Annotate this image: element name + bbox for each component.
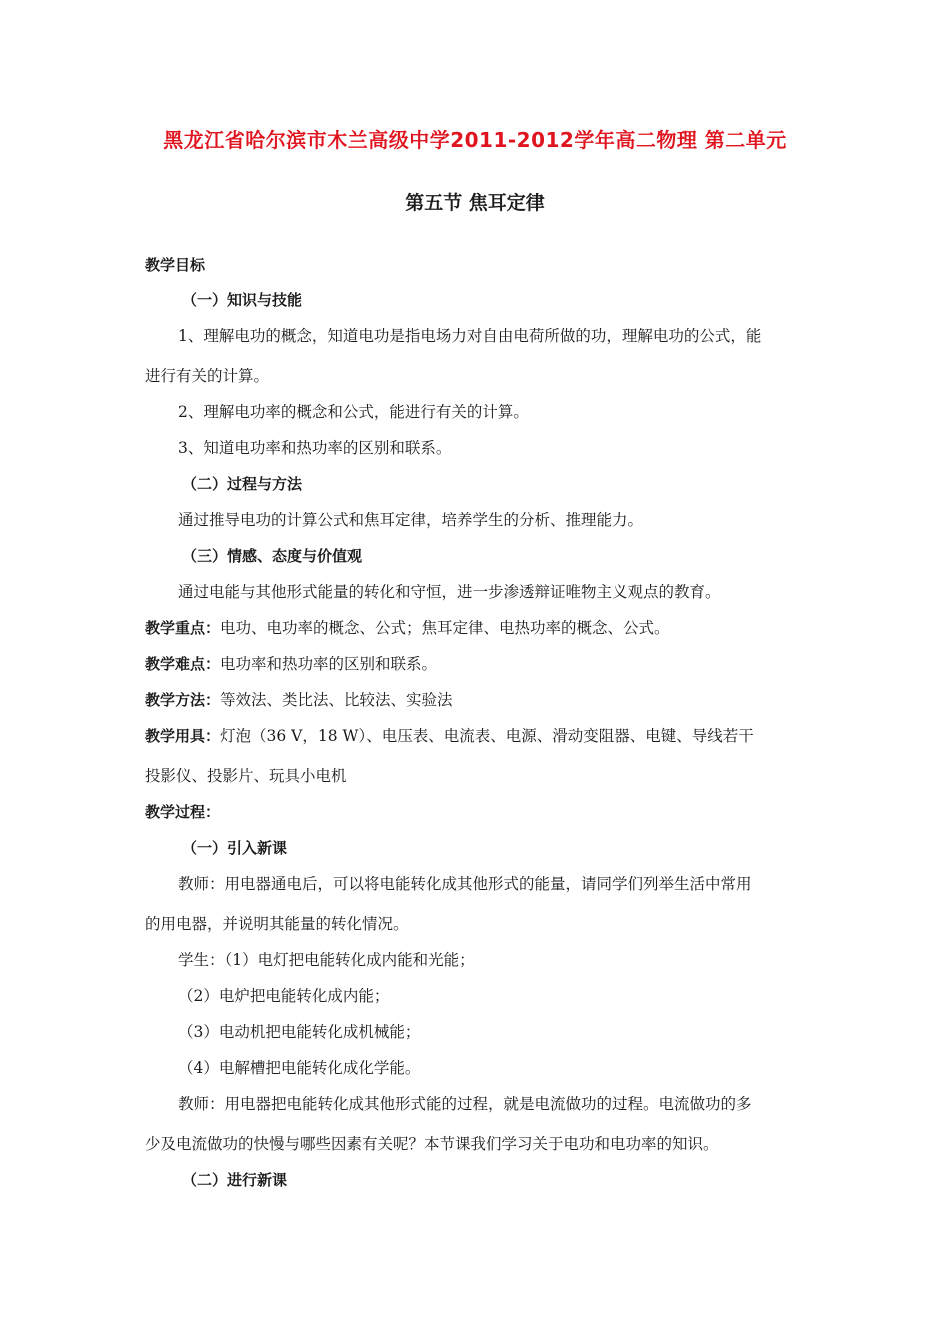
intro-heading: （一）引入新课 [182,839,288,857]
student-line-2: （2）电炉把电能转化成内能； [178,987,390,1005]
key-points-label: 教学重点： [145,619,221,637]
tools-line [145,726,815,746]
section-subtitle: 第五节 焦耳定律 [405,192,545,214]
difficulties-line [145,654,815,674]
tools-line-2: 投影仪、投影片、玩具小电机 [145,767,347,785]
key-points-line [145,618,815,638]
difficulties-text: 电功率和热功率的区别和联系。 [220,655,438,673]
goals-heading: 教学目标 [145,256,206,274]
process-heading: 教学过程： [145,803,221,821]
difficulties-label: 教学难点： [145,655,221,673]
process-method-heading: （二）过程与方法 [182,475,303,493]
student-line-4: （4）电解槽把电能转化成化学能。 [178,1059,421,1077]
teacher-line-2a: 教师：用电器把电能转化成其他形式能的过程，就是电流做功的过程。电流做功的多 [178,1095,752,1113]
emotion-values-heading: （三）情感、态度与价值观 [182,547,363,565]
goal-item-1-line-1: 1、理解电功的概念，知道电功是指电场力对自由电荷所做的功，理解电功的公式，能 [178,327,762,345]
teacher-line-1b: 的用电器，并说明其能量的转化情况。 [145,915,409,933]
methods-text: 等效法、类比法、比较法、实验法 [220,691,453,709]
teacher-line-2b: 少及电流做功的快慢与哪些因素有关呢？本节课我们学习关于电功和电功率的知识。 [145,1135,719,1153]
goal-item-1-line-2: 进行有关的计算。 [145,367,270,385]
student-line-1: 学生：（1）电灯把电能转化成内能和光能； [178,951,475,969]
tools-text: 灯泡（36 V，18 W）、电压表、电流表、电源、滑动变阻器、电键、导线若干 [220,727,754,745]
tools-label: 教学用具： [145,727,221,745]
knowledge-skills-heading: （一）知识与技能 [182,291,303,309]
goal-item-2: 2、理解电功率的概念和公式，能进行有关的计算。 [178,403,529,421]
key-points-text: 电功、电功率的概念、公式；焦耳定律、电热功率的概念、公式。 [220,619,670,637]
student-line-3: （3）电动机把电能转化成机械能； [178,1023,421,1041]
document-title: 黑龙江省哈尔滨市木兰高级中学2011-2012学年高二物理 第二单元 [163,128,787,152]
goal-item-3: 3、知道电功率和热功率的区别和联系。 [178,439,452,457]
emotion-values-text: 通过电能与其他形式能量的转化和守恒，进一步渗透辩证唯物主义观点的教育。 [178,583,721,601]
methods-label: 教学方法： [145,691,221,709]
methods-line [145,690,815,710]
teacher-line-1a: 教师：用电器通电后，可以将电能转化成其他形式的能量，请同学们列举生活中常用 [178,875,752,893]
process-method-text: 通过推导电功的计算公式和焦耳定律，培养学生的分析、推理能力。 [178,511,644,529]
new-lesson-heading: （二）进行新课 [182,1171,288,1189]
